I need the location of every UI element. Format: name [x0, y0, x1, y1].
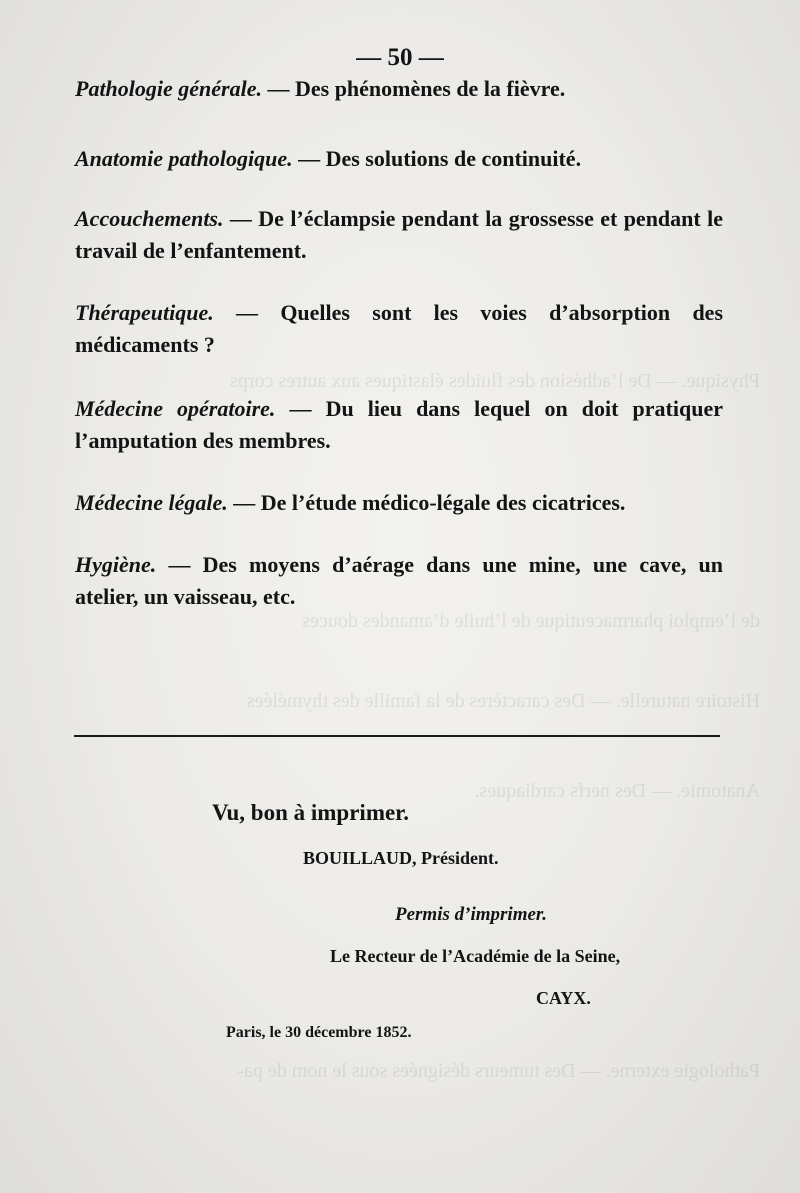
entry-text: — De l’étude médico-légale des cicatrices. [233, 490, 626, 515]
entry-text: — Des solutions de continuité. [298, 146, 582, 171]
bleed-through-text: Physique. — De l’adhésion des fluides élastiques aux autres corps [230, 370, 760, 392]
entry-subject: Anatomie pathologique. [75, 146, 293, 171]
entry-medecine-operatoire [75, 393, 723, 457]
recteur-line: Le Recteur de l’Académie de la Seine, [330, 946, 621, 966]
bleed-through-text: Anatomie. — Des nerfs cardiaques. [474, 780, 760, 802]
entry-hygiene [75, 549, 723, 613]
entry-text: — Des phénomènes de la fièvre. [267, 76, 566, 101]
approval-vu: Vu, bon à imprimer. [212, 800, 410, 825]
entry-anatomie-pathologique [75, 143, 723, 175]
entry-text: — De l’éclampsie pendant la grossesse et pendant le travail de l’enfantement. [75, 206, 723, 263]
bleed-through-text: de l’emploi pharmaceutique de l’huile d’amandes douces [302, 610, 760, 632]
bleed-through-text: Pathologie externe. — Des tumeurs désignées sous le nom de pa- [237, 1060, 760, 1082]
entry-subject: Accouchements. [75, 206, 224, 231]
recteur-signature: CAYX. [536, 988, 591, 1008]
entry-subject: Médecine légale. [75, 490, 228, 515]
entry-medecine-legale [75, 487, 723, 519]
page-number: — 50 — [356, 44, 444, 71]
president-signature: BOUILLAUD, Président. [303, 848, 499, 868]
entry-text: — Du lieu dans lequel on doit pratiquer l’amputation des membres. [75, 396, 723, 453]
entry-therapeutique [75, 297, 723, 361]
entry-text: — Des moyens d’aérage dans une mine, une cave, un atelier, un vaisseau, etc. [75, 552, 723, 609]
entry-subject: Médecine opératoire. [75, 396, 276, 421]
entry-accouchements [75, 203, 723, 267]
date-line: Paris, le 30 décembre 1852. [226, 1024, 412, 1041]
entry-text: — Quelles sont les voies d’absorption des médicaments ? [75, 300, 724, 357]
horizontal-rule [74, 735, 720, 737]
entry-subject: Hygiène. [75, 552, 157, 577]
entry-pathologie-generale [75, 73, 723, 105]
bleed-through-text: Histoire naturelle. — Des caractères de la famille des thymélées [246, 690, 760, 712]
entry-subject: Thérapeutique. [75, 300, 214, 325]
permis-imprimer: Permis d’imprimer. [395, 904, 547, 925]
entry-subject: Pathologie générale. [75, 76, 262, 101]
